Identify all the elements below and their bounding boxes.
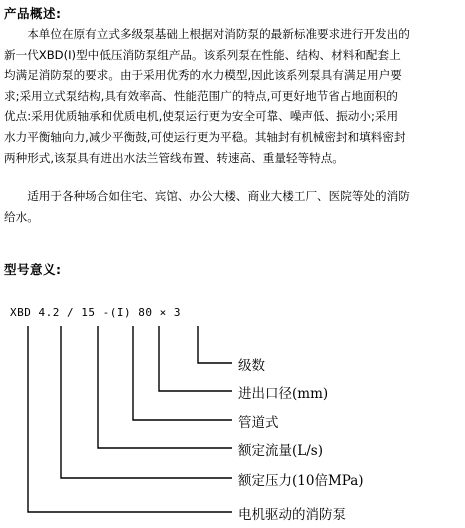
leader-line-stages <box>198 326 232 363</box>
paragraph-line: 本单位在原有立式多级泵基础上根据对消防泵的最新标准要求进行开发出的 <box>4 27 410 41</box>
leader-line-motor <box>28 326 232 512</box>
paragraph-line: 求;采用立式泵结构,具有效率高、性能范围广的特点,可更好地节省占地面积的 <box>4 88 398 103</box>
model-code: XBD 4.2 / 15 -(I) 80 × 3 <box>10 306 181 319</box>
paragraph-line: 给水。 <box>4 209 39 224</box>
paragraph-line: 适用于各种场合如住宅、宾馆、办公大楼、商业大楼工厂、医院等处的消防 <box>4 189 410 203</box>
paragraph-line: 两种形式,该泵具有进出水法兰管线布置、转速高、重量轻等特点。 <box>4 150 344 165</box>
paragraph-line: 均满足消防泵的要求。由于采用优秀的水力模型,因此该系列泵具有满足用户要 <box>4 68 402 83</box>
label-pipeline: 管道式 <box>238 415 279 431</box>
label-flow: 额定流量(L/s) <box>238 443 323 459</box>
leader-line-pressure <box>61 326 232 478</box>
model-title: 型号意义: <box>4 262 62 277</box>
label-pressure: 额定压力(10倍MPa) <box>238 473 364 489</box>
paragraph-line: 水力平衡轴向力,减少平衡鼓,可使运行更为平稳。其轴封有机械密封和填料密封 <box>4 129 406 144</box>
label-motor-pump: 电机驱动的消防泵 <box>238 507 346 523</box>
paragraph-line: 优点:采用优质轴承和优质电机,使泵运行更为安全可靠、噪声低、振动小;采用 <box>4 109 399 124</box>
leader-line-flow <box>98 326 232 448</box>
overview-title: 产品概述: <box>4 6 62 21</box>
paragraph-line: 新一代XBD(I)型中低压消防泵组产品。该系列泵在性能、结构、材料和配套上 <box>4 47 401 62</box>
leader-line-diameter <box>159 326 232 391</box>
label-diameter: 进出口径(mm) <box>238 386 329 402</box>
leader-line-pipeline <box>133 326 232 420</box>
label-stages: 级数 <box>238 358 265 374</box>
